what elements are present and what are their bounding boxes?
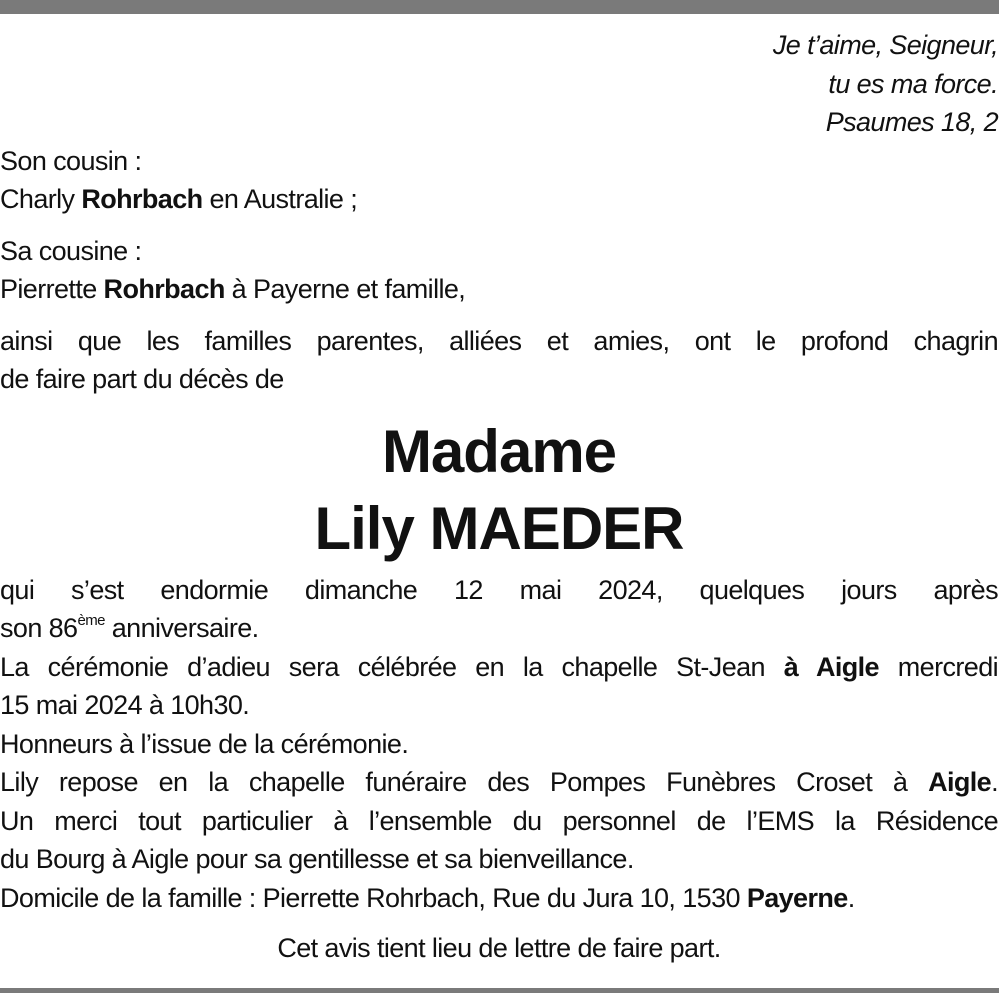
bible-verse bbox=[0, 26, 998, 142]
ceremony-text: mercredi bbox=[878, 651, 999, 682]
thanks-line: du Bourg à Aigle pour sa gentillesse et sa bienveillance. bbox=[0, 844, 634, 874]
cousine-block bbox=[0, 232, 998, 309]
verse-line: tu es ma force. bbox=[828, 68, 998, 99]
families-line: ainsi que les familles parentes, alliées et amies, ont le profond chagrin bbox=[0, 325, 998, 356]
ceremony-place: à Aigle bbox=[783, 651, 879, 682]
families-line: de faire part du décès de bbox=[0, 364, 284, 394]
deceased-name-block bbox=[0, 413, 998, 567]
ceremony-date: 15 mai 2024 à 10h30. bbox=[0, 690, 250, 720]
cousin-block bbox=[0, 142, 998, 219]
domicile-town: Payerne bbox=[746, 882, 848, 913]
cousine-location: à Payerne et famille, bbox=[224, 274, 466, 304]
cousine-line bbox=[0, 270, 998, 309]
cousine-surname: Rohrbach bbox=[103, 274, 225, 304]
anniversary-text: son 86 bbox=[0, 613, 78, 643]
obituary-notice bbox=[0, 26, 998, 968]
cousin-label: Son cousin : bbox=[0, 145, 142, 176]
domicile-text: . bbox=[847, 882, 855, 913]
verse-line: Je t’aime, Seigneur, bbox=[772, 30, 998, 60]
domicile-text: Domicile de la famille : Pierrette Rohrbach, Rue du Jura 10, 1530 bbox=[0, 882, 747, 913]
death-line: qui s’est endormie dimanche 12 mai 2024, quelques jours après bbox=[0, 574, 998, 605]
notice-body bbox=[0, 571, 998, 918]
repose-text: Lily repose en la chapelle funéraire des Pompes Funèbres Croset à bbox=[0, 767, 929, 797]
cousin-surname: Rohrbach bbox=[81, 184, 203, 214]
domicile-line bbox=[0, 879, 998, 918]
honours-line: Honneurs à l’issue de la cérémonie. bbox=[0, 728, 409, 759]
families-block bbox=[0, 322, 998, 399]
verse-reference: Psaumes 18, 2 bbox=[825, 107, 998, 137]
cousin-location: en Australie ; bbox=[202, 184, 358, 214]
anniversary-text: anniversaire. bbox=[104, 613, 259, 643]
ceremony-line bbox=[0, 648, 998, 687]
top-rule bbox=[0, 0, 999, 14]
repose-line bbox=[0, 763, 998, 802]
ceremony-text: La cérémonie d’adieu sera célébrée en la chapelle St-Jean bbox=[0, 651, 784, 682]
closing-note: Cet avis tient lieu de lettre de faire part. bbox=[277, 933, 721, 963]
repose-text: . bbox=[991, 767, 998, 797]
deceased-name: Lily MAEDER bbox=[314, 494, 684, 562]
bottom-rule bbox=[0, 988, 999, 993]
cousin-first-name: Charly bbox=[0, 184, 82, 214]
deceased-title: Madame bbox=[381, 417, 617, 485]
cousine-label: Sa cousine : bbox=[0, 235, 142, 266]
cousin-line bbox=[0, 180, 998, 219]
thanks-line: Un merci tout particulier à l’ensemble du personnel de l’EMS la Résidence bbox=[0, 805, 998, 836]
repose-place: Aigle bbox=[928, 767, 992, 797]
anniversary-line bbox=[0, 609, 998, 648]
ordinal-suffix: ème bbox=[77, 612, 105, 629]
cousine-first-name: Pierrette bbox=[0, 274, 104, 304]
